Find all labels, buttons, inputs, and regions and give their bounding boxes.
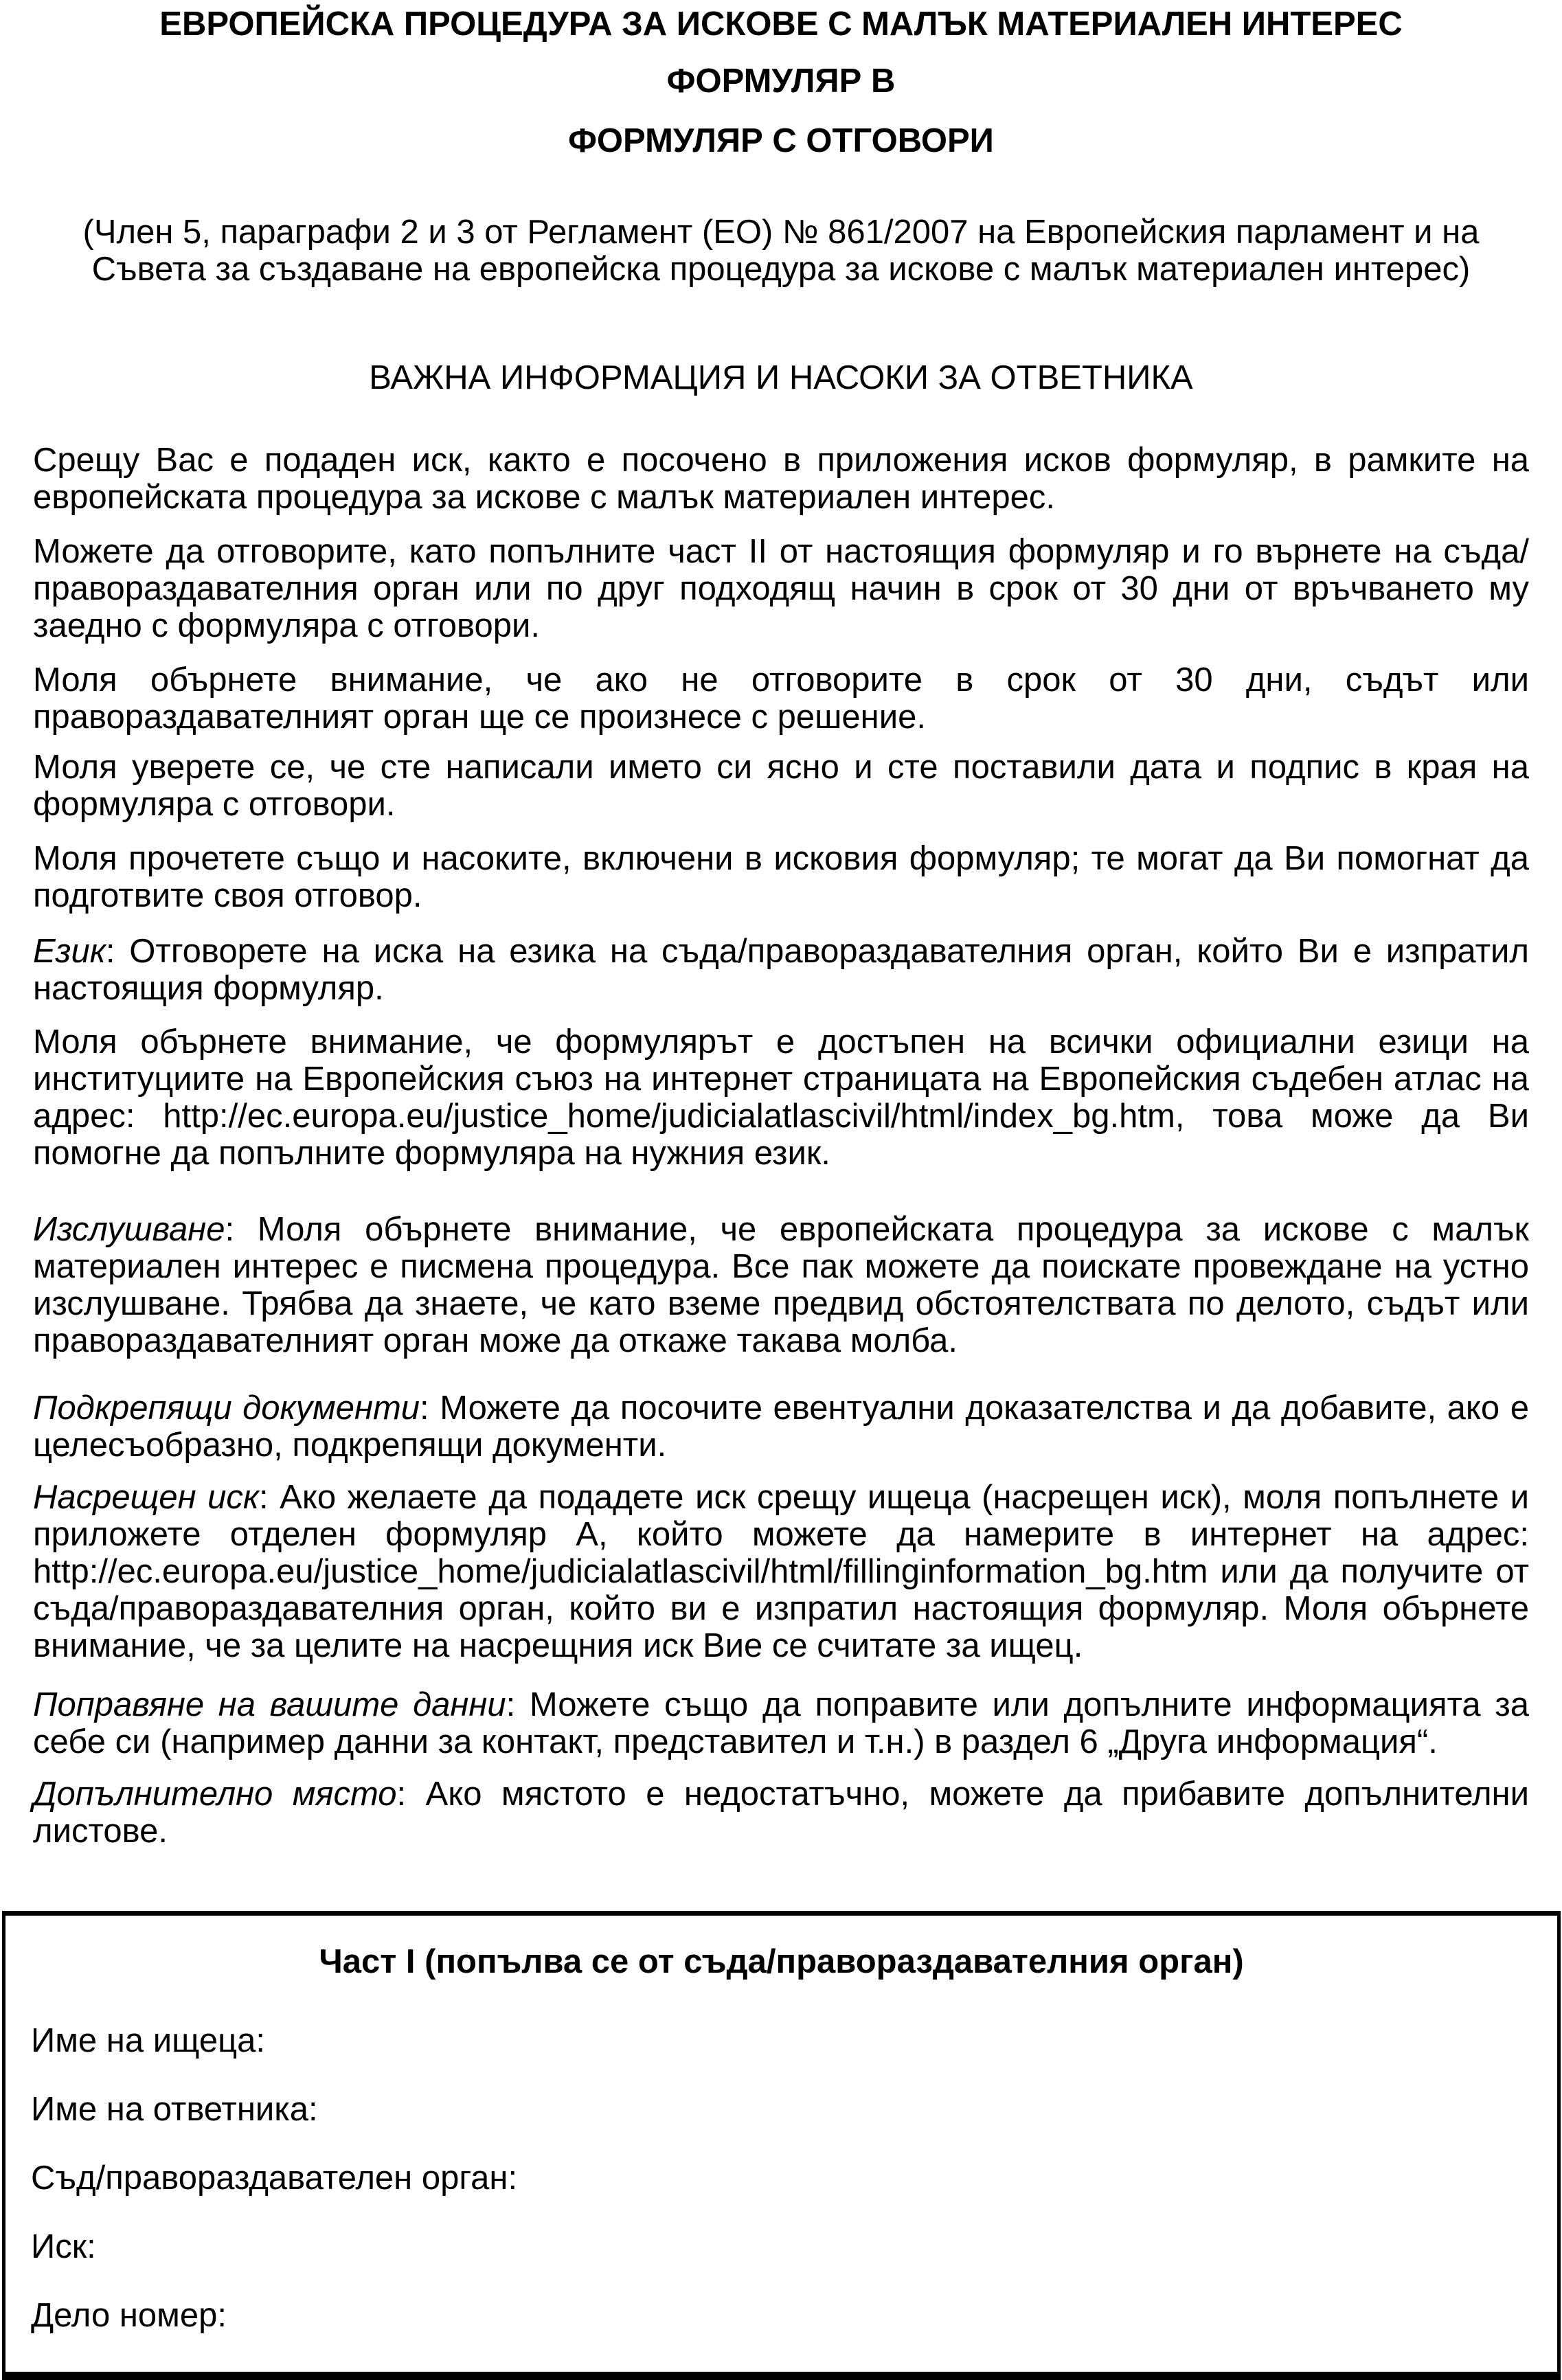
paragraph-lead: Език [33, 933, 106, 970]
paragraph-text: : Можете също да поправите или допълните информацията за себе си (например данни за контакт, представител и т.н.) в раздел 6 „Друга информация“. [33, 1686, 1530, 1760]
paragraph-text: : Можете да посочите евентуални доказателства и да добавите, ако е целесъобразно, подкрепящи документи. [33, 1390, 1530, 1464]
part1-court-box [2, 1911, 1561, 2380]
paragraph-lead: Подкрепящи документи [33, 1390, 420, 1427]
section-heading: ВАЖНА ИНФОРМАЦИЯ И НАСОКИ ЗА ОТВЕТНИКА [369, 359, 1193, 396]
paragraph-lead: Насрещен иск [33, 1479, 260, 1516]
paragraph-30-day-warning [33, 661, 1529, 736]
field-label-defendant-name: Име на ответника: [31, 2091, 318, 2128]
paragraph-text: Моля обърнете внимание, че формулярът е достъпен на всички официални езици на институциите на Европейския съюз на интернет страницата на Европейския съдебен атлас на адрес: http://ec.europa.eu/justice_home/judicialatlascivil/html/index_bg.htm, това може да Ви помогне да попълните формуляра на нужния език. [33, 1023, 1529, 1172]
paragraph-text: Можете да отговорите, като попълните част II от настоящия формуляр и го върнете на съда/правораздавателния орган или по друг подходящ начин в срок от 30 дни от връчването му заедно с формуляра с отговори. [33, 533, 1529, 644]
paragraph-oral-hearing [33, 1211, 1529, 1359]
paragraph-claim-lodged [33, 442, 1529, 516]
regulation-citation: (Член 5, параграфи 2 и 3 от Регламент (ЕО) № 861/2007 на Европейския парламент и на Съвета за създаване на европейска процедура за искове с малък материален интерес) [82, 214, 1480, 288]
paragraph-supporting-documents [33, 1390, 1529, 1464]
field-label-case-number: Дело номер: [31, 2297, 227, 2334]
paragraph-counterclaim [33, 1479, 1529, 1664]
paragraph-lead: Изслушване [33, 1211, 225, 1248]
document-title-line-2: ФОРМУЛЯР В [666, 63, 896, 100]
paragraph-read-guidelines [33, 840, 1529, 914]
paragraph-text: : Отговорете на иска на езика на съда/правораздавателния орган, който Ви е изпратил настоящия формуляр. [33, 933, 1529, 1007]
document-title-line-1: ЕВРОПЕЙСКА ПРОЦЕДУРА ЗА ИСКОВЕ С МАЛЪК МАТЕРИАЛЕН ИНТЕРЕС [159, 5, 1403, 43]
paragraph-text: : Моля обърнете внимание, че европейската процедура за искове с малък материален интерес е писмена процедура. Все пак можете да поискате провеждане на устно изслушване. Трябва да знаете, че като вземе предвид обстоятелствата по делото, съдът или правораздавателният орган може да откаже такава молба. [33, 1211, 1529, 1359]
paragraph-text: Срещу Вас е подаден иск, както е посочено в приложения исков формуляр, в рамките на европейската процедура за искове с малък материален интерес. [33, 442, 1529, 516]
paragraph-text: Моля уверете се, че сте написали името си ясно и сте поставили дата и подпис в края на формуляра с отговори. [33, 749, 1529, 823]
field-label-claimant-name: Име на ищеца: [31, 2022, 266, 2059]
paragraph-text: Моля обърнете внимание, че ако не отговорите в срок от 30 дни, съдът или правораздавателният орган ще се произнесе с решение. [33, 661, 1529, 736]
field-label-claim: Иск: [31, 2228, 96, 2265]
paragraph-correcting-details [33, 1686, 1529, 1760]
paragraph-language [33, 933, 1529, 1007]
paragraph-text: : Ако мястото е недостатъчно, можете да прибавите допълнителни листове. [33, 1776, 1529, 1850]
paragraph-text: Моля прочетете също и насоките, включени в исковия формуляр; те могат да Ви помогнат да подготвите своя отговор. [33, 840, 1529, 914]
document-title-line-3: ФОРМУЛЯР С ОТГОВОРИ [568, 122, 994, 159]
paragraph-text: : Ако желаете да подадете иск срещу ищеца (насрещен иск), моля попълнете и приложете отделен формуляр А, който можете да намерите в интернет на адрес: http://ec.europa.eu/justice_home/judicialatlascivil/html/fillinginformation_bg.htm или да получите от съда/правораздавателния орган, който ви е изпратил настоящия формуляр. Моля обърнете внимание, че за целите на насрещния иск Вие се считате за ищец. [33, 1479, 1530, 1664]
paragraph-additional-space [33, 1776, 1529, 1850]
paragraph-name-date-signature [33, 749, 1529, 823]
paragraph-form-languages-atlas [33, 1023, 1529, 1172]
part1-box-heading: Част I (попълва се от съда/правораздавателния орган) [319, 1943, 1244, 1980]
paragraph-how-to-respond [33, 533, 1529, 644]
paragraph-lead: Допълнително място [33, 1776, 397, 1813]
field-label-court-tribunal: Съд/правораздавателен орган: [31, 2160, 518, 2197]
paragraph-lead: Поправяне на вашите данни [33, 1686, 506, 1723]
